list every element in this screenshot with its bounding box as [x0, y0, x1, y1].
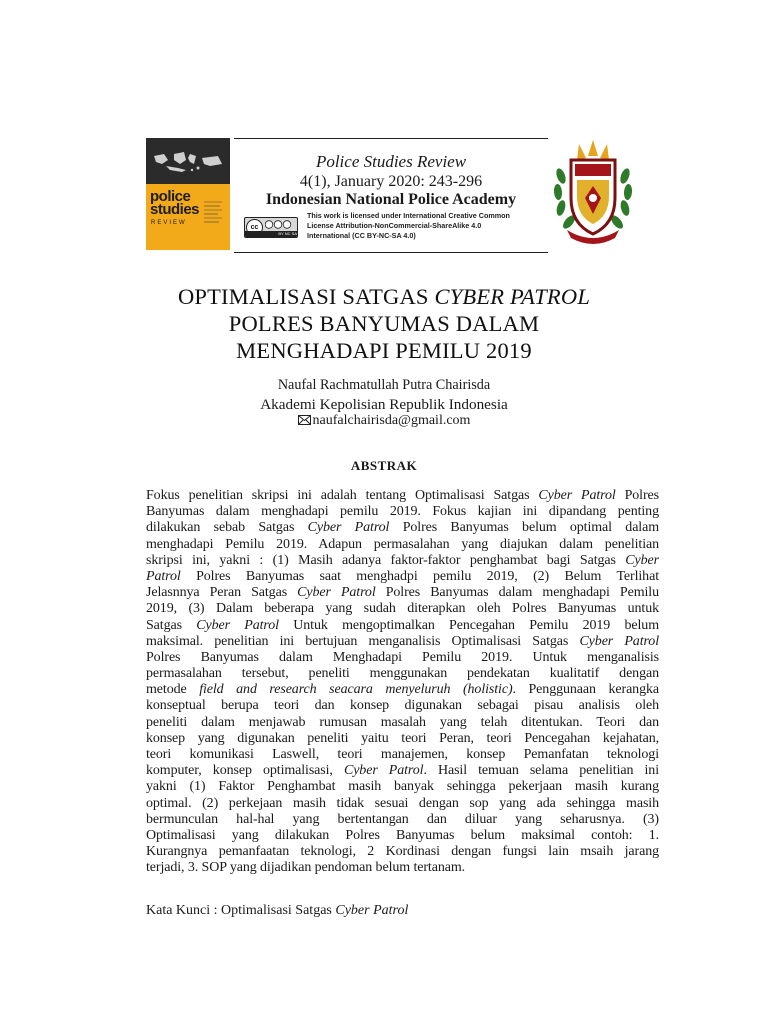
title-line-1-italic: CYBER PATROL	[434, 284, 591, 309]
abstract-line	[146, 666, 659, 682]
cover-side-lines-icon	[204, 200, 222, 230]
abstract-line	[146, 698, 659, 714]
abstract-text: Polres	[615, 488, 659, 503]
header-top-rule	[234, 138, 548, 139]
abstract-italic-term: Patrol	[146, 568, 181, 584]
abstract-text: optimal. (2) perkejaan masih tidak sesuai dengan sop yang ada sehingga masih	[146, 795, 659, 811]
abstract-line	[146, 763, 659, 779]
author-affiliation: Akademi Kepolisian Republik Indonesia	[260, 396, 508, 413]
abstract-text: Jelasnnya Peran Satgas	[146, 585, 298, 601]
license-line-1: This work is licensed under International Creative Common	[307, 211, 510, 220]
abstract-line	[146, 796, 659, 812]
abstract-text: menghadapi Pemilu 2019. Adapun permasalahan yang diajukan dalam penelitian	[146, 536, 659, 552]
abstract-line	[146, 504, 659, 520]
cover-side-text	[204, 200, 226, 232]
abstract-line	[146, 618, 659, 634]
police-academy-emblem-icon	[553, 136, 633, 248]
abstract-line	[146, 634, 659, 650]
title-line-1	[120, 283, 648, 310]
abstract-italic-term: Cyber Patrol	[196, 617, 279, 633]
license-line-2: License Attribution-NonCommercial-ShareAlike 4.0	[307, 221, 482, 230]
abstract-line	[146, 828, 659, 844]
title-line-3: MENGHADAPI PEMILU 2019	[236, 338, 532, 363]
abstract-text: terjadi, 3. SOP yang dijadikan pendoman belum tertanam.	[146, 860, 466, 876]
abstract-text: teori komunikasi Laswell, teori manajemen, konsep Pemanfatan teknologi	[146, 747, 659, 762]
abstract-line	[146, 747, 659, 763]
cover-title	[150, 190, 199, 216]
abstract-text: skripsi ini, yakni : (1) Masih adanya faktor-faktor penghambat bagi Satgas	[146, 552, 626, 568]
cc-by-nc-sa-icon	[265, 220, 293, 229]
title-line-2: POLRES BANYUMAS DALAM	[228, 311, 540, 336]
abstract-line	[146, 731, 659, 747]
abstract-text: bermunculan hal-hal yang bertentangan dan diluar yang seharusnya. (3)	[146, 811, 659, 827]
cc-license-badge[interactable]	[244, 217, 298, 238]
keywords-italic: Cyber Patrol	[335, 903, 409, 918]
abstract-text: permasalahan tersebut, peneliti menggunakan pendekatan kualitatif dengan	[146, 666, 659, 682]
indonesia-map-icon	[152, 146, 224, 182]
abstract-line	[146, 553, 659, 569]
abstract-heading: ABSTRAK	[350, 458, 418, 473]
abstract-line	[146, 488, 659, 504]
author-name: Naufal Rachmatullah Putra Chairisda	[277, 377, 491, 393]
abstract-text: Polres Banyumas dalam menghadapi Pemilu	[375, 585, 659, 601]
title-line-1-prefix: OPTIMALISASI SATGAS	[177, 284, 435, 309]
author-email-text: naufalchairisda@gmail.com	[312, 413, 471, 428]
abstract-line	[146, 601, 659, 617]
issue-info: 4(1), January 2020: 243-296	[299, 173, 483, 190]
abstract-line	[146, 860, 659, 876]
abstract-text: konsep yang digunakan peneliti yaitu teori Peran, teori Pencegahan kejahatan,	[146, 730, 659, 746]
abstract-text: dilakukan sebab Satgas	[146, 520, 308, 536]
abstract-text: Kurangnya pemanfaatan teknologi, 2 Kordinasi dengan fungsi lain msaih jarang	[146, 844, 659, 860]
abstract-text: 2019, (3) Dalam beberapa yang sudah diterapkan oleh Polres Banyumas untuk	[146, 601, 659, 617]
publisher-name: Indonesian National Police Academy	[265, 191, 517, 208]
abstract-text: . Hasil temuan selama penelitian ini	[423, 763, 659, 779]
abstract-text: metode	[146, 682, 200, 698]
abstract-text: Optimalisasi yang dilakukan Polres Banyumas belum maksimal contoh: 1.	[146, 827, 659, 843]
abstract-text: peneliti dalam menjawab rumusan masalah yang telah ditentukan. Teori dan	[146, 714, 659, 730]
abstract-text: komputer, konsep optimalisasi,	[146, 763, 344, 779]
abstract-text: . Penggunaan kerangka	[512, 682, 659, 698]
cc-logo-icon: cc	[246, 219, 263, 236]
abstract-line	[146, 585, 659, 601]
abstract-line	[146, 682, 659, 698]
abstract-line	[146, 520, 659, 536]
journal-name: Police Studies Review	[315, 152, 467, 171]
abstract-text: Polres Banyumas saat menghadpi pemilu 2019, (2) Belum Terlihat	[180, 568, 659, 584]
abstract-line	[146, 779, 659, 795]
journal-cover-image	[146, 138, 230, 250]
keywords-label: Kata Kunci : Optimalisasi Satgas	[146, 903, 336, 918]
abstract-text: Polres Banyumas dalam Menghadapi Pemilu 2019. Untuk menganalisis	[146, 649, 659, 665]
abstract-line	[146, 812, 659, 828]
abstract-text: Satgas	[146, 617, 197, 633]
keywords	[146, 903, 659, 919]
author-email[interactable]	[150, 413, 618, 429]
cc-badge-bar: BY NC SA	[245, 231, 297, 237]
abstract-text: Polres Banyumas belum optimal dalam	[389, 520, 659, 536]
abstract-line	[146, 650, 659, 666]
abstract-text: konseptual berupa teori dan konsep digunakan sebagai pisau analisis oleh	[146, 698, 659, 714]
abstract-text: Untuk mengoptimalkan Pencegahan Pemilu 2019 belum	[278, 617, 659, 633]
abstract-body	[146, 488, 659, 877]
abstract-text: maksimal. penelitian ini bertujuan menganalisis Optimalisasi Satgas	[146, 633, 580, 649]
abstract-line	[146, 569, 659, 585]
abstract-text: Fokus penelitian skripsi ini adalah tentang Optimalisasi Satgas	[146, 488, 539, 503]
abstract-italic-term: Cyber Patrol	[538, 488, 616, 503]
header-bottom-rule	[234, 252, 548, 253]
abstract-text: yakni (1) Faktor Penghambat masih banyak sehingga pekerjaan masih kurang	[146, 779, 659, 795]
abstract-italic-term: Cyber Patrol	[579, 633, 660, 649]
cover-title-line2: studies	[150, 201, 200, 218]
abstract-italic-term: Cyber Patrol	[343, 763, 424, 779]
abstract-italic-term: field and research seacara menyeluruh (holistic)	[199, 682, 513, 698]
cover-title-line1: police	[150, 188, 191, 205]
abstract-line	[146, 537, 659, 553]
abstract-italic-term: Cyber	[625, 552, 659, 568]
abstract-line	[146, 715, 659, 731]
cc-attribution-icons	[265, 220, 293, 231]
abstract-line	[146, 844, 659, 860]
abstract-text: Banyumas dalam menghadapi pemilu 2019. Fokus kajian ini dipandang penting	[146, 504, 659, 520]
license-text	[307, 211, 537, 241]
license-line-3: International (CC BY-NC-SA 4.0)	[307, 231, 416, 240]
envelope-icon	[298, 415, 311, 425]
paper-title	[120, 283, 648, 364]
abstract-italic-term: Cyber Patrol	[297, 585, 376, 601]
cover-subtitle: REVIEW	[151, 220, 187, 226]
abstract-italic-term: Cyber Patrol	[307, 520, 390, 536]
